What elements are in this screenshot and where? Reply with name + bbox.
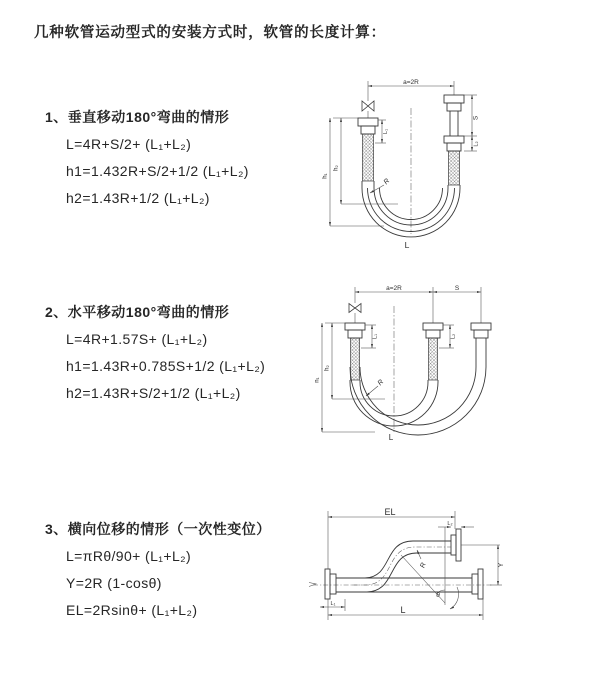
dim-y-label: Y (498, 562, 505, 568)
formula-l: L=πRθ/90+ (L₁+L₂) (66, 548, 192, 564)
section-2-heading: 2、水平移动180°弯曲的情形 (45, 304, 230, 320)
left-flange (345, 323, 365, 338)
dim-l1-label: L₁ (330, 601, 336, 607)
formula-h2: h2=1.43R+1/2 (L₁+L₂) (66, 190, 210, 206)
formula-h2: h2=1.43R+S/2+1/2 (L₁+L₂) (66, 385, 241, 401)
section-3 (45, 516, 271, 624)
dim-el-label: EL (384, 507, 396, 517)
right-flange-top (444, 95, 464, 111)
dimension-a-2r (355, 285, 433, 292)
diagram-vertical-180-bend (322, 76, 494, 252)
dimension-l2 (438, 521, 474, 527)
left-flange (325, 569, 336, 599)
length-label: L (388, 433, 394, 442)
dim-h1-label: h₁ (322, 173, 329, 179)
section-2 (45, 299, 265, 407)
middle-flange (423, 323, 443, 338)
dimension-a-2r (368, 79, 454, 86)
formula-y: Y=2R (1-cosθ) (66, 575, 162, 591)
braided-hose-left (363, 134, 374, 181)
braided-hose-left (351, 338, 360, 380)
dim-h2-label: h₂ (324, 365, 331, 371)
diagram-lateral-displacement (305, 503, 595, 643)
dimension-l2 (439, 325, 457, 348)
dimension-y (490, 545, 505, 585)
right-flange-lower (444, 136, 464, 151)
dim-h2-label: h₂ (333, 165, 340, 171)
formula-l: L=4R+1.57S+ (L₁+L₂) (66, 331, 208, 347)
braided-hose-middle (429, 338, 438, 380)
section-3-heading: 3、横向位移的情形（一次性变位） (45, 521, 271, 537)
break-mark (309, 583, 316, 587)
valve-icon (362, 101, 374, 111)
s-curve-hose (352, 541, 451, 592)
right-flange (471, 323, 491, 338)
diagram-horizontal-180-bend (315, 282, 495, 442)
radius-label: R (376, 378, 386, 388)
radius-label: R (419, 561, 428, 570)
valve-icon (349, 304, 361, 313)
dim-l2-label: L₂ (473, 141, 480, 147)
radius-leader (366, 379, 385, 396)
dimension-s (464, 95, 480, 136)
angle-construction (401, 527, 459, 609)
radius-label: R (382, 177, 392, 187)
section-1-heading: 1、垂直移动180°弯曲的情形 (45, 109, 230, 125)
formula-h1: h1=1.432R+S/2+1/2 (L₁+L₂) (66, 163, 249, 179)
page-title: 几种软管运动型式的安装方式时，软管的长度计算： (34, 25, 386, 41)
dim-s-label: S (472, 115, 480, 121)
dim-l2-label: L₂ (447, 521, 453, 527)
section-1 (45, 104, 249, 212)
dimension-l2 (464, 136, 480, 151)
dim-l1-label: L₁ (372, 334, 379, 339)
formula-h1: h1=1.43R+0.785S+1/2 (L₁+L₂) (66, 358, 266, 374)
dim-a-label: a=2R (386, 285, 402, 292)
braided-hose-right (449, 151, 460, 185)
upper-flange (451, 529, 461, 561)
hose-curves (350, 367, 486, 435)
dimension-s (433, 285, 481, 292)
dim-l-label: L (400, 605, 406, 615)
formula-el: EL=2Rsinθ+ (L₁+L₂) (66, 602, 198, 618)
angle-label: θ (436, 592, 440, 599)
dim-a-label: a=2R (403, 79, 419, 86)
dim-l2-label: L₂ (450, 333, 457, 340)
dim-h1-label: h₁ (315, 377, 321, 383)
dimension-l1 (320, 599, 345, 611)
right-flange (472, 569, 483, 599)
dimension-l1 (361, 325, 379, 348)
formula-l: L=4R+S/2+ (L₁+L₂) (66, 136, 192, 152)
left-flange (358, 118, 378, 134)
dim-l1-label: L₁ (383, 129, 389, 134)
dimension-l (328, 599, 483, 620)
dim-s-label: S (454, 285, 460, 292)
length-label: L (404, 240, 410, 250)
dimension-el (328, 507, 455, 569)
dimension-l1 (375, 120, 389, 143)
